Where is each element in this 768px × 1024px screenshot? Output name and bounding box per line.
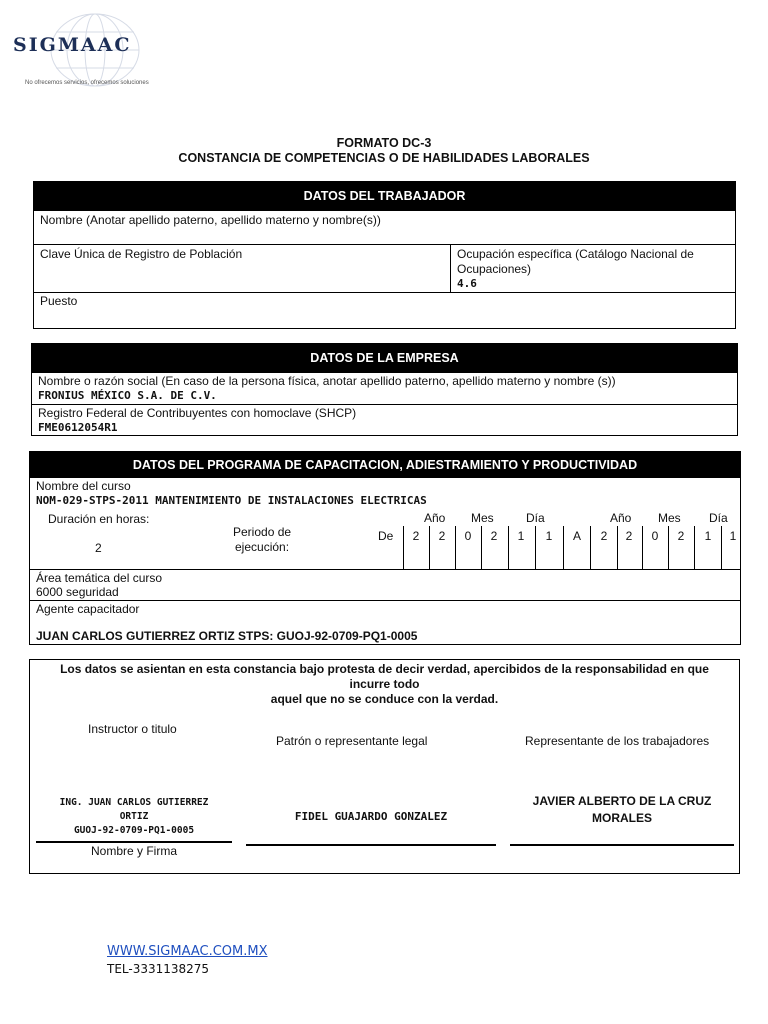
rfc-label: Registro Federal de Contribuyentes con homoclave (SHCP) xyxy=(38,406,357,420)
company-name-value: FRONIUS MÉXICO S.A. DE C.V. xyxy=(38,389,217,402)
company-logo xyxy=(8,12,158,90)
worker-name-row xyxy=(34,210,735,244)
employer-name: FIDEL GUAJARDO GONZALEZ xyxy=(294,810,448,823)
from-day-label: Día xyxy=(526,511,545,525)
workers-rep-name-line1: JAVIER ALBERTO DE LA CRUZ xyxy=(532,794,712,808)
to-date-digit: 2 xyxy=(625,529,633,543)
from-label: De xyxy=(378,529,394,543)
logo-tagline: No ofrecemos servicios, ofrecemos soluciones xyxy=(25,80,149,86)
to-year-label: Año xyxy=(610,511,632,525)
workers-rep-signature-line xyxy=(510,844,734,846)
instructor-label: Instructor o titulo xyxy=(88,722,177,736)
rfc-value: FME0612054R1 xyxy=(38,421,118,434)
agent-value: JUAN CARLOS GUTIERREZ ORTIZ STPS: GUOJ-92-0709-PQ1-0005 xyxy=(36,629,418,643)
duration-period-row xyxy=(30,511,740,569)
course-value: NOM-029-STPS-2011 MANTENIMIENTO DE INSTALACIONES ELECTRICAS xyxy=(36,494,427,507)
worker-header: DATOS DEL TRABAJADOR xyxy=(34,182,735,210)
from-year-label: Año xyxy=(424,511,446,525)
to-day-label: Día xyxy=(709,511,728,525)
worker-name-label: Nombre (Anotar apellido paterno, apellido materno y nombre(s)) xyxy=(40,213,381,227)
statement-line2: incurre todo xyxy=(349,677,420,691)
occupation-label-line1: Ocupación específica (Catálogo Nacional de xyxy=(457,247,694,261)
sign-label: Nombre y Firma xyxy=(90,844,177,858)
from-date-digit: 2 xyxy=(438,529,446,543)
column-divider xyxy=(450,245,451,292)
duration-label: Duración en horas: xyxy=(48,512,150,526)
format-code: FORMATO DC-3 xyxy=(336,136,432,150)
worker-curp-row xyxy=(34,244,735,292)
from-month-label: Mes xyxy=(471,511,494,525)
document-title: CONSTANCIA DE COMPETENCIAS O DE HABILIDADES LABORALES xyxy=(178,151,590,165)
from-date-digit: 2 xyxy=(490,529,498,543)
company-rfc-row xyxy=(32,404,737,436)
duration-value: 2 xyxy=(95,541,102,555)
statement-line1: Los datos se asientan en esta constancia bajo protesta de decir verdad, apercibidos de la responsabilidad en que xyxy=(60,662,709,676)
signatures-section xyxy=(29,659,740,874)
area-value: 6000 seguridad xyxy=(36,585,119,599)
course-label: Nombre del curso xyxy=(36,479,131,493)
statement-line3: aquel que no se conduce con la verdad. xyxy=(270,692,499,706)
workers-rep-label: Representante de los trabajadores xyxy=(525,734,710,748)
employer-signature-line xyxy=(246,844,496,846)
area-label: Área temática del curso xyxy=(36,571,163,585)
to-label: A xyxy=(572,529,581,543)
occupation-label-line2: Ocupaciones) xyxy=(457,262,532,276)
from-date-digit: 1 xyxy=(517,529,525,543)
instructor-name-line2: ORTIZ xyxy=(119,811,149,822)
from-date-digit: 2 xyxy=(412,529,420,543)
instructor-id: GUOJ-92-0709-PQ1-0005 xyxy=(73,825,195,836)
worker-section xyxy=(33,181,736,329)
to-month-label: Mes xyxy=(658,511,681,525)
to-date-digit: 2 xyxy=(677,529,685,543)
from-date-digit: 1 xyxy=(545,529,553,543)
instructor-signature-line xyxy=(36,841,232,843)
worker-puesto-row xyxy=(34,292,735,329)
to-date-digit: 1 xyxy=(704,529,712,543)
program-header: DATOS DEL PROGRAMA DE CAPACITACION, ADIESTRAMIENTO Y PRODUCTIVIDAD xyxy=(30,452,740,478)
company-section xyxy=(31,343,738,436)
company-name-row xyxy=(32,372,737,404)
puesto-label: Puesto xyxy=(40,294,78,308)
workers-rep-name-line2: MORALES xyxy=(592,811,652,825)
website-link[interactable]: WWW.SIGMAAC.COM.MX xyxy=(107,944,268,959)
program-section xyxy=(29,451,741,645)
occupation-value: 4.6 xyxy=(457,277,477,290)
to-date-digit: 2 xyxy=(600,529,608,543)
curp-label: Clave Única de Registro de Población xyxy=(40,247,243,261)
period-label-line2: ejecución: xyxy=(235,540,290,554)
period-label-line1: Periodo de xyxy=(233,525,292,539)
agent-row xyxy=(30,600,740,645)
employer-label: Patrón o representante legal xyxy=(276,734,428,748)
instructor-name-line1: ING. JUAN CARLOS GUTIERREZ xyxy=(59,797,209,808)
logo-text: SIGMAAC xyxy=(13,34,132,56)
company-name-label: Nombre o razón social (En caso de la persona física, anotar apellido paterno, apellido materno y nombre (s)) xyxy=(38,374,616,388)
to-date-digit: 1 xyxy=(729,529,737,543)
agent-label: Agente capacitador xyxy=(36,602,140,616)
course-row xyxy=(30,478,740,511)
company-header: DATOS DE LA EMPRESA xyxy=(32,344,737,372)
phone-number: TEL-3331138275 xyxy=(107,962,210,976)
to-date-digit: 0 xyxy=(651,529,659,543)
from-date-digit: 0 xyxy=(464,529,472,543)
area-row xyxy=(30,569,740,600)
